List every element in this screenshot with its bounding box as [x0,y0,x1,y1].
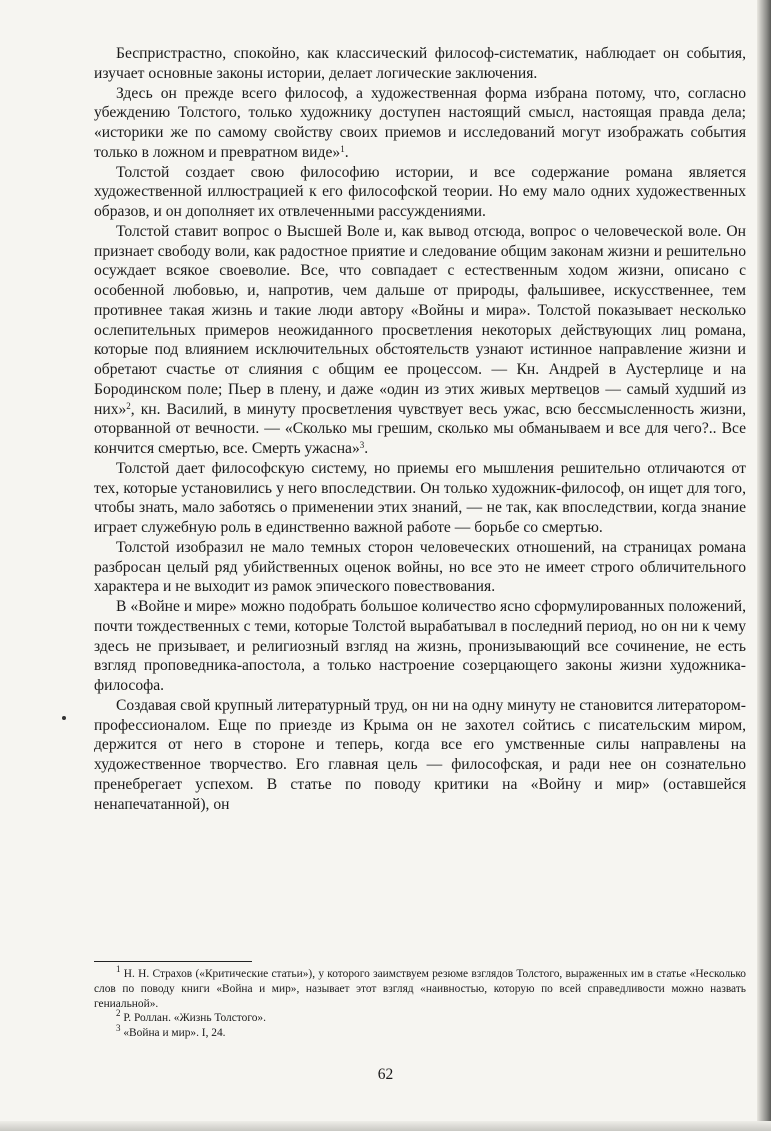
paragraph-1: Беспристрастно, спокойно, как классический философ-систематик, наблюдает он события, изучает основные законы истории, делает логические заключения. [94,45,746,82]
footnote-3: $^3$ «Война и мир». I, 24. [116,1023,226,1040]
footnotes [94,964,746,1041]
paragraph-6: Толстой изобразил не мало темных сторон человеческих отношений, на страницах романа разбросан целый ряд убийственных оценок войны, но все это не имеет строго обличительного характера и не выходит из рамок эпического повествования. [94,538,746,596]
footnote-1: $^1$ Н. Н. Страхов («Критические статьи»), у которого заимствуем резюме взглядов Толстого, выраженных им в статье «Несколько слов по поводу книги «Война и мир», называет этот взгляд «наивностью, которую по всей справедливости можно назвать гениальной». [94,964,746,1010]
page-bottom-edge [0,1121,771,1131]
footnote-mark-1: 1 [116,964,121,974]
main-text [94,44,746,814]
paragraph-8: Создавая свой крупный литературный труд, он ни на одну минуту не становится литератором-профессионалом. Еще по приезде из Крыма он не захотел сойтись с писательским миром, держится от него в стороне и теперь, когда все его умственные силы направлены на художественное творчество. Его главная цель — философская, и ради нее он сознательно пренебрегает успехом. В статье по поводу критики на «Войну и мир» (оставшейся ненапечатанной), он [94,696,746,813]
footnote-mark-3: 3 [116,1023,121,1034]
scan-speck [62,716,66,720]
paragraph-5: Толстой дает философскую систему, но приемы его мышления решительно отличаются от тех, которые установились у него впоследствии. Он только художник-философ, он ищет для того, чтобы знать, мало заботясь о применении этих знаний, — не так, как впоследствии, когда знание играет служебную роль в единственно важной работе — борьбе со смертью. [94,459,746,536]
paragraph-4: Толстой ставит вопрос о Высшей Воле и, как вывод отсюда, вопрос о человеческой воле. Он признает свободу воли, как радостное приятие и следование общим законам жизни и решительно осуждает всякое своеволие. Все, что совпадает с естественным ходом жизни, описано с особенной любовью, и, напротив, чем дальше от природы, фальшивее, искусственнее, тем противнее такая жизнь и такие люди автору «Войны и мира». Толстой показывает несколько ослепительных примеров неожиданного просветления некоторых действующих лиц романа, которые под влиянием исключительных обстоятельств узнают истинное направление жизни и обретают счастье от слияния с общим ее процессом. — Кн. Андрей в Аустерлице и на Бородинском поле; Пьер в плену, и даже «один из этих живых мертвецов — самый худший из них»$^2$, кн. Василий, в минуту просветления чувствует весь ужас, всю бессмысленность жизни, оторванной от вечности. — «Сколько мы грешим, сколько мы обманываем и все для чего?.. Все кончится смертью, все. Смерть ужасна»$^3$. [94,222,746,457]
paragraph-7: В «Войне и мире» можно подобрать большое количество ясно сформулированных положений, почти тождественных с теми, которые Толстой вырабатывал в последний период, но он ни к чему здесь не призывает, и религиозный взгляд на жизнь, пронизывающий все сочинение, не есть взгляд проповедника-апостола, а только настроение созерцающего законы жизни художника-философа. [94,598,746,694]
page-edge-shadow [757,0,771,1131]
footnote-ref-3[interactable]: 3 [359,440,365,450]
footnote-divider [94,961,252,962]
footnote-2: $^2$ Р. Роллан. «Жизнь Толстого». [116,1008,266,1025]
paragraph-3: Толстой создает свою философию истории, и все содержание романа является художественной иллюстрацией к его философской теории. Но ему мало одних художественных образов, и он дополняет их отвлеченными рассуждениями. [94,163,746,220]
page-number: 62 [377,1066,394,1083]
footnote-ref-2[interactable]: 2 [126,400,131,411]
paragraph-2: Здесь он прежде всего философ, а художественная форма избрана потому, что, согласно убеждению Толстого, только художнику доступен настоящий смысл, настоящая правда дела; «историки же по самому свойству своих приемов и исследований могут изображать события только в ложном и превратном виде»$^1$. [94,84,746,161]
footnote-ref-1[interactable]: 1 [340,143,345,154]
footnote-mark-2: 2 [116,1008,121,1019]
